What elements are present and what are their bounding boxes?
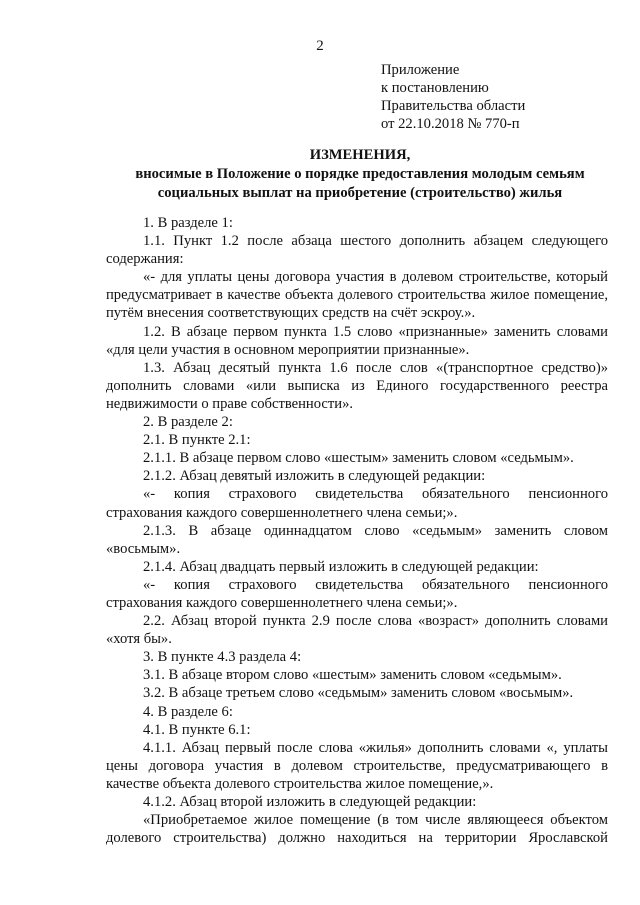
paragraph: 1.2. В абзаце первом пункта 1.5 слово «признанные» заменить словами «для цели участия в основном мероприятии признанные».	[106, 323, 608, 358]
paragraph: 4.1. В пункте 6.1:	[143, 721, 251, 738]
document-subtitle-line: социальных выплат на приобретение (строительство) жилья	[157, 185, 563, 201]
paragraph: 3. В пункте 4.3 раздела 4:	[143, 649, 302, 666]
page-number: 2	[316, 38, 324, 54]
paragraph: 3.2. В абзаце третьем слово «седьмым» заменить словом «восьмым».	[143, 685, 574, 702]
paragraph: 4. В разделе 6:	[143, 703, 233, 720]
appendix-line: Приложение	[381, 62, 460, 78]
appendix-line: к постановлению	[381, 80, 489, 96]
paragraph: «- для уплаты цены договора участия в долевом строительстве, который предусматривает в качестве объекта долевого строительства жилое помещение, путём внесения соответствующих средств на счёт эскроу.».	[106, 269, 608, 322]
document-body	[106, 214, 608, 847]
paragraph: 4.1.1. Абзац первый после слова «жилья» дополнить словами «, уплаты цены договора участия в долевом строительстве, предусматривающего в качестве объекта долевого строительства жилое помещение,».	[106, 739, 608, 792]
appendix-line: от 22.10.2018 № 770-п	[381, 116, 520, 132]
paragraph: «- копия страхового свидетельства обязательного пенсионного страхования каждого совершеннолетнего члена семьи;».	[106, 576, 608, 611]
document-title: ИЗМЕНЕНИЯ,	[309, 147, 411, 163]
paragraph: 2.2. Абзац второй пункта 2.9 после слова «возраст» дополнить словами «хотя бы».	[106, 613, 608, 648]
document-heading	[80, 146, 640, 203]
paragraph: 1.3. Абзац десятый пункта 1.6 после слов «(транспортное средство)» дополнить словами «или выписка из Единого государственного реестра недвижимости о праве собственности».	[106, 359, 608, 412]
paragraph: «Приобретаемое жилое помещение (в том числе являющееся объектом долевого строительства) должно находиться на территории Ярославской	[106, 812, 608, 847]
appendix-block	[381, 61, 525, 133]
paragraph: 2.1.1. В абзаце первом слово «шестым» заменить словом «седьмым».	[143, 450, 574, 467]
appendix-line: Правительства области	[381, 98, 526, 114]
paragraph: 3.1. В абзаце втором слово «шестым» заменить словом «седьмым».	[143, 667, 562, 684]
document-subtitle-line: вносимые в Положение о порядке предоставления молодым семьям	[135, 166, 585, 182]
paragraph: 4.1.2. Абзац второй изложить в следующей редакции:	[143, 794, 477, 810]
paragraph: 2.1.2. Абзац девятый изложить в следующей редакции:	[143, 468, 486, 485]
paragraph: 1.1. Пункт 1.2 после абзаца шестого дополнить абзацем следующего содержания:	[106, 233, 608, 268]
paragraph: 1. В разделе 1:	[143, 215, 233, 231]
paragraph: 2.1. В пункте 2.1:	[143, 432, 251, 449]
paragraph: «- копия страхового свидетельства обязательного пенсионного страхования каждого совершеннолетнего члена семьи;».	[106, 486, 608, 521]
paragraph: 2. В разделе 2:	[143, 414, 233, 431]
paragraph: 2.1.4. Абзац двадцать первый изложить в следующей редакции:	[143, 558, 539, 575]
paragraph: 2.1.3. В абзаце одиннадцатом слово «седьмым» заменить словом «восьмым».	[106, 522, 608, 557]
